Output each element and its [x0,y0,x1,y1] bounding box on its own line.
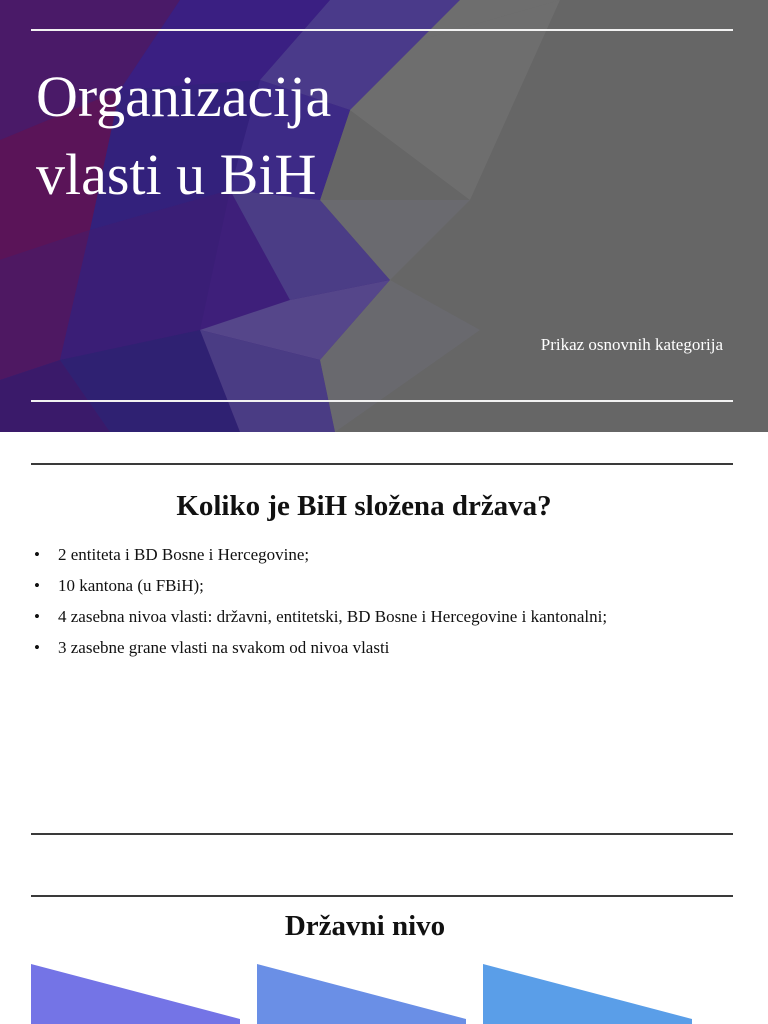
shape-3 [483,964,692,1024]
list-item-text: 10 kantona (u FBiH); [58,576,204,595]
shapes-row [0,864,768,1024]
list-item [34,575,607,606]
title-top-rule [31,29,733,31]
slide2-bottom-rule [31,833,733,835]
bullet-marker: • [34,638,40,657]
slide-title-line2: vlasti u BiH [36,142,317,207]
slide2-heading: Koliko je BiH složena država? [176,490,552,522]
content-slide [0,432,768,864]
list-item [34,606,607,637]
slide3-heading: Državni nivo [284,910,446,942]
list-item-text: 3 zasebne grane vlasti na svakom od nivoa vlasti [58,638,390,657]
list-item-text: 4 zasebna nivoa vlasti: državni, entitetski, BD Bosne i Hercegovine i kantonalni; [58,607,608,626]
bullet-marker: • [34,576,40,595]
slide-subtitle: Prikaz osnovnih kategorija [540,335,723,354]
bullet-marker: • [34,545,40,564]
state-level-slide [0,864,768,1024]
slide-title-line1: Organizacija [36,64,332,129]
title-bottom-rule [31,400,733,402]
list-item-text: 2 entiteta i BD Bosne i Hercegovine; [58,545,310,564]
shape-1 [31,964,240,1024]
slide2-top-rule [31,463,733,465]
list-item [34,637,607,668]
shape-2 [257,964,466,1024]
bullet-marker: • [34,607,40,626]
title-slide [0,0,768,432]
bullet-list [34,544,607,668]
list-item [34,544,607,575]
slide-title [36,58,556,214]
